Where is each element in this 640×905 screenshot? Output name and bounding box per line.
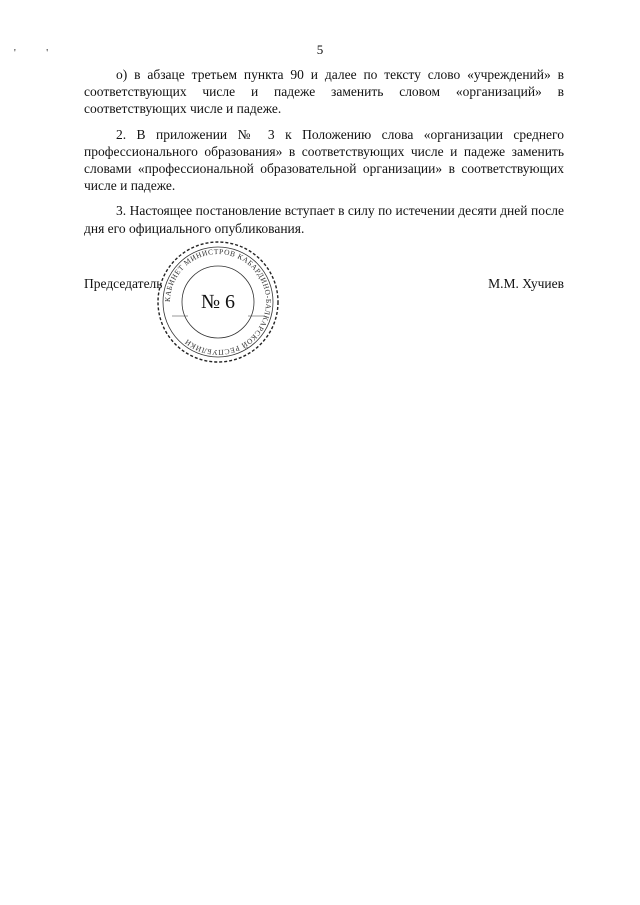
official-seal-stamp <box>154 238 282 366</box>
seal-ring-text: КАБИНЕТ МИНИСТРОВ КАБАРДИНО-БАЛКАРСКОЙ РЕСПУБЛИКИ <box>162 246 274 358</box>
paragraph-2: 2. В приложении № 3 к Положению слова «организации среднего профессионального образования» в соответствующих числе и падеже заменить словами «профессиональной образовательной организации» в соответствующих числе и падеже. <box>84 126 564 194</box>
seal-graphic <box>154 238 282 366</box>
signatory-title: Председатель <box>84 276 163 291</box>
paragraph-1: о) в абзаце третьем пункта 90 и далее по тексту слово «учреждений» в соответствующих числе и падеже заменить словом «организаций» в соответствующих числе и падеже. <box>84 67 564 117</box>
paragraph-3: 3. Настоящее постановление вступает в силу по истечении десяти дней после дня его официального опубликования. <box>84 203 564 236</box>
signatory-name: М.М. Хучиев <box>488 276 564 291</box>
document-body <box>84 66 564 245</box>
page-number: 5 <box>316 42 324 57</box>
seal-number: № 6 <box>200 291 236 313</box>
scan-marks: ' ' <box>14 48 63 59</box>
